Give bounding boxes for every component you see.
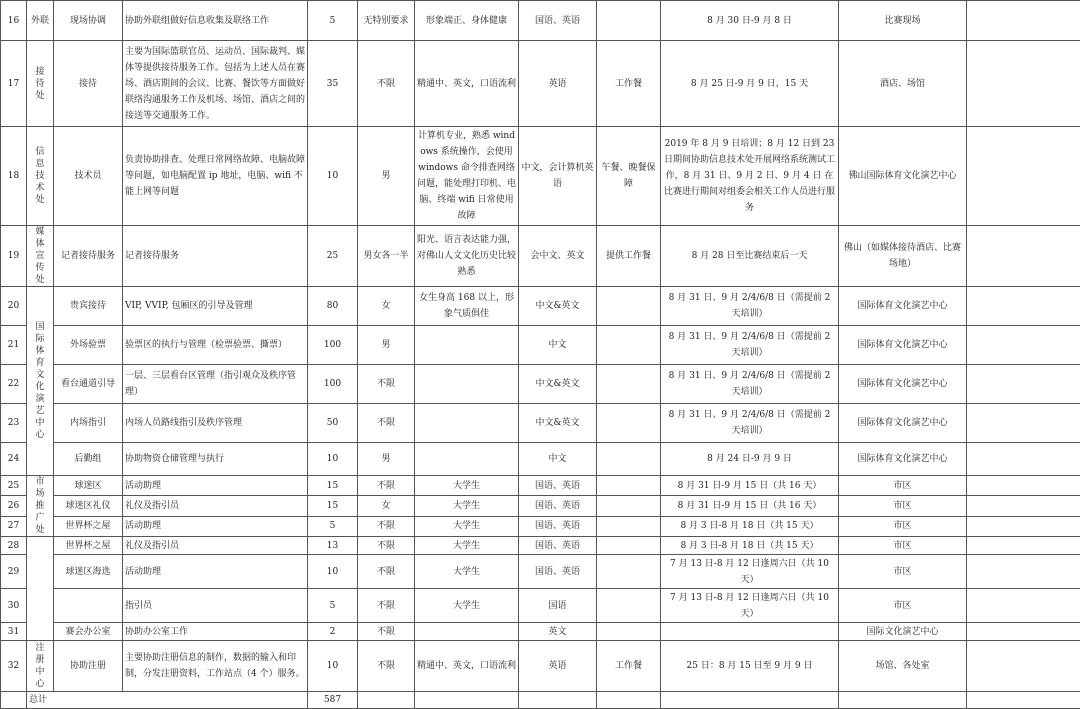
table-row bbox=[1, 226, 1080, 287]
service-period: 8 月 31 日-9 月 15 日（共 16 天） bbox=[661, 476, 839, 496]
extra-column bbox=[967, 589, 1080, 623]
table-row bbox=[1, 1, 1080, 41]
service-location: 佛山（如媒体接待酒店、比赛场地） bbox=[839, 226, 967, 287]
qualification-requirement: 大学生 bbox=[415, 555, 519, 589]
duty-description: 一层、三层看台区管理（指引观众及秩序管理） bbox=[123, 365, 308, 404]
gender-requirement: 不限 bbox=[358, 476, 415, 496]
language-requirement: 国语、英语 bbox=[519, 1, 597, 41]
department-label: 注册中心 bbox=[35, 642, 46, 690]
service-location: 市区 bbox=[839, 496, 967, 516]
qualification-requirement: 大学生 bbox=[415, 516, 519, 536]
row-number: 17 bbox=[1, 41, 27, 127]
department-cell bbox=[27, 41, 54, 127]
post-name: 世界杯之屋 bbox=[54, 516, 123, 536]
total-label: 总计 bbox=[27, 692, 308, 709]
meal-provision bbox=[597, 555, 661, 589]
table-row bbox=[1, 404, 1080, 443]
qualification-requirement: 精通中、英文，口语流利 bbox=[415, 641, 519, 692]
meal-provision bbox=[597, 516, 661, 536]
post-name: 世界杯之屋 bbox=[54, 537, 123, 555]
language-requirement: 国语、英语 bbox=[519, 555, 597, 589]
service-location: 市区 bbox=[839, 476, 967, 496]
duty-description: 记者接待服务 bbox=[123, 226, 308, 287]
service-period: 8 月 31 日、9 月 2/4/6/8 日（需提前 2 天培训） bbox=[661, 365, 839, 404]
gender-requirement: 不限 bbox=[358, 641, 415, 692]
language-requirement: 中文 bbox=[519, 443, 597, 476]
department-cell bbox=[27, 127, 54, 226]
service-location: 国际体育文化演艺中心 bbox=[839, 326, 967, 365]
qualification-requirement: 女生身高 168 以上，形象气质俱佳 bbox=[415, 287, 519, 326]
qualification-requirement: 计算机专业，熟悉 windows 系统操作，会使用 windows 命令排查网络问题，能处理打印机、电脑、终端 wifi 日常使用故障 bbox=[415, 127, 519, 226]
service-location: 场馆、各处室 bbox=[839, 641, 967, 692]
duty-description: 协助办公室工作 bbox=[123, 623, 308, 641]
post-name: 球迷区 bbox=[54, 476, 123, 496]
meal-provision: 提供工作餐 bbox=[597, 226, 661, 287]
total-empty-cell bbox=[967, 692, 1080, 709]
language-requirement: 国语、英语 bbox=[519, 496, 597, 516]
meal-provision bbox=[597, 326, 661, 365]
service-period: 2019 年 8 月 9 日培训；8 月 12 日到 23 日期间协助信息技术处开展网络系统测试工作，8 月 31 日、9 月 2 日、9 月 4 日 在比赛进行期间对组委会相关工作人员进行服务 bbox=[661, 127, 839, 226]
qualification-requirement: 大学生 bbox=[415, 476, 519, 496]
service-period: 8 月 30 日-9 月 8 日 bbox=[661, 1, 839, 41]
extra-column bbox=[967, 443, 1080, 476]
meal-provision bbox=[597, 365, 661, 404]
row-number: 25 bbox=[1, 476, 27, 496]
language-requirement: 中文&英文 bbox=[519, 365, 597, 404]
service-location: 佛山国际体育文化演艺中心 bbox=[839, 127, 967, 226]
duty-description: 活动助理 bbox=[123, 555, 308, 589]
post-name: 内场指引 bbox=[54, 404, 123, 443]
table-row bbox=[1, 443, 1080, 476]
department-label: 外联 bbox=[31, 16, 49, 26]
table-row bbox=[1, 555, 1080, 589]
duty-description: 主要为国际篮联官员、运动员、国际裁判、媒体等提供接待服务工作。包括为上述人员在赛场、酒店期间的会议、比赛、餐饮等方面做好联络沟通服务工作及机场、场馆、酒店之间的接送等交通服务工作。 bbox=[123, 41, 308, 127]
table-row bbox=[1, 537, 1080, 555]
duty-description: 活动助理 bbox=[123, 476, 308, 496]
gender-requirement: 不限 bbox=[358, 623, 415, 641]
language-requirement: 中文&英文 bbox=[519, 404, 597, 443]
service-period: 8 月 25 日-9 月 9 日，15 天 bbox=[661, 41, 839, 127]
department-label: 国际体育文化演艺中心 bbox=[35, 321, 46, 441]
row-number: 32 bbox=[1, 641, 27, 692]
extra-column bbox=[967, 326, 1080, 365]
language-requirement: 会中文、英文 bbox=[519, 226, 597, 287]
headcount: 10 bbox=[308, 443, 358, 476]
headcount: 80 bbox=[308, 287, 358, 326]
duty-description: 礼仪及指引员 bbox=[123, 537, 308, 555]
language-requirement: 国语 bbox=[519, 589, 597, 623]
meal-provision bbox=[597, 404, 661, 443]
post-name: 外场验票 bbox=[54, 326, 123, 365]
service-period: 8 月 28 日至比赛结束后一天 bbox=[661, 226, 839, 287]
headcount: 10 bbox=[308, 641, 358, 692]
duty-description: 指引员 bbox=[123, 589, 308, 623]
service-location: 国际体育文化演艺中心 bbox=[839, 404, 967, 443]
extra-column bbox=[967, 127, 1080, 226]
qualification-requirement: 大学生 bbox=[415, 589, 519, 623]
headcount: 25 bbox=[308, 226, 358, 287]
service-location: 国际体育文化演艺中心 bbox=[839, 443, 967, 476]
department-label: 信息技术处 bbox=[35, 146, 46, 206]
service-period: 8 月 31 日、9 月 2/4/6/8 日（需提前 2 天培训） bbox=[661, 326, 839, 365]
department-cell bbox=[27, 287, 54, 476]
extra-column bbox=[967, 404, 1080, 443]
service-location: 国际体育文化演艺中心 bbox=[839, 287, 967, 326]
row-number: 31 bbox=[1, 623, 27, 641]
table-row bbox=[1, 516, 1080, 536]
extra-column bbox=[967, 41, 1080, 127]
extra-column bbox=[967, 287, 1080, 326]
headcount: 15 bbox=[308, 476, 358, 496]
duty-description: VIP, VVIP, 包厢区的引导及管理 bbox=[123, 287, 308, 326]
qualification-requirement: 阳光、语言表达能力强，对佛山人文文化历史比较熟悉 bbox=[415, 226, 519, 287]
post-name: 后勤组 bbox=[54, 443, 123, 476]
headcount: 5 bbox=[308, 516, 358, 536]
qualification-requirement: 精通中、英文，口语流利 bbox=[415, 41, 519, 127]
total-count: 587 bbox=[308, 692, 358, 709]
total-empty-cell bbox=[597, 692, 661, 709]
post-name: 记者接待服务 bbox=[54, 226, 123, 287]
extra-column bbox=[967, 496, 1080, 516]
meal-provision: 工作餐 bbox=[597, 41, 661, 127]
service-location: 市区 bbox=[839, 537, 967, 555]
extra-column bbox=[967, 623, 1080, 641]
service-location: 市区 bbox=[839, 555, 967, 589]
language-requirement: 英语 bbox=[519, 641, 597, 692]
service-period: 8 月 24 日-9 月 9 日 bbox=[661, 443, 839, 476]
qualification-requirement: 大学生 bbox=[415, 537, 519, 555]
language-requirement: 国语、英语 bbox=[519, 476, 597, 496]
service-period: 8 月 31 日、9 月 2/4/6/8 日（需提前 2 天培训） bbox=[661, 287, 839, 326]
extra-column bbox=[967, 1, 1080, 41]
department-cell bbox=[27, 1, 54, 41]
extra-column bbox=[967, 226, 1080, 287]
total-empty-cell bbox=[358, 692, 415, 709]
row-number: 22 bbox=[1, 365, 27, 404]
extra-column bbox=[967, 555, 1080, 589]
gender-requirement: 不限 bbox=[358, 516, 415, 536]
row-number: 18 bbox=[1, 127, 27, 226]
row-number: 27 bbox=[1, 516, 27, 536]
qualification-requirement: 大学生 bbox=[415, 496, 519, 516]
duty-description: 主要协助注册信息的制作，数据的输入和印制，分发注册资料，工作站点（4 个）服务。 bbox=[123, 641, 308, 692]
service-location: 国际文化演艺中心 bbox=[839, 623, 967, 641]
extra-column bbox=[967, 476, 1080, 496]
extra-column bbox=[967, 516, 1080, 536]
table-row bbox=[1, 41, 1080, 127]
gender-requirement: 女 bbox=[358, 287, 415, 326]
language-requirement: 英文 bbox=[519, 623, 597, 641]
duty-description: 协助物资仓储管理与执行 bbox=[123, 443, 308, 476]
department-cell bbox=[27, 226, 54, 287]
qualification-requirement bbox=[415, 404, 519, 443]
qualification-requirement: 形象端正、身体健康 bbox=[415, 1, 519, 41]
service-period: 8 月 31 日-9 月 15 日（共 16 天） bbox=[661, 496, 839, 516]
row-number: 28 bbox=[1, 537, 27, 555]
qualification-requirement bbox=[415, 623, 519, 641]
row-number: 29 bbox=[1, 555, 27, 589]
department-label: 市场推广处 bbox=[35, 476, 46, 536]
total-empty-cell bbox=[415, 692, 519, 709]
extra-column bbox=[967, 641, 1080, 692]
service-location: 国际体育文化演艺中心 bbox=[839, 365, 967, 404]
duty-description: 内场人员路线指引及秩序管理 bbox=[123, 404, 308, 443]
duty-description: 礼仪及指引员 bbox=[123, 496, 308, 516]
department-cell bbox=[27, 537, 54, 641]
duty-description: 负责协助排查、处理日常网络故障、电脑故障等问题，如电脑配置 ip 地址，电脑、wifi 不能上网等问题 bbox=[123, 127, 308, 226]
headcount: 35 bbox=[308, 41, 358, 127]
meal-provision bbox=[597, 496, 661, 516]
service-period: 25 日：8 月 15 日至 9 月 9 日 bbox=[661, 641, 839, 692]
headcount: 5 bbox=[308, 1, 358, 41]
service-location: 市区 bbox=[839, 516, 967, 536]
headcount: 2 bbox=[308, 623, 358, 641]
meal-provision: 工作餐 bbox=[597, 641, 661, 692]
row-number: 20 bbox=[1, 287, 27, 326]
table-row bbox=[1, 641, 1080, 692]
gender-requirement: 不限 bbox=[358, 589, 415, 623]
headcount: 15 bbox=[308, 496, 358, 516]
table-row bbox=[1, 326, 1080, 365]
meal-provision bbox=[597, 1, 661, 41]
table-row bbox=[1, 496, 1080, 516]
headcount: 100 bbox=[308, 326, 358, 365]
post-name: 赛会办公室 bbox=[54, 623, 123, 641]
total-row bbox=[1, 692, 1080, 709]
duty-description: 协助外联组做好信息收集及联络工作 bbox=[123, 1, 308, 41]
headcount: 5 bbox=[308, 589, 358, 623]
table-row bbox=[1, 287, 1080, 326]
headcount: 10 bbox=[308, 555, 358, 589]
row-number: 24 bbox=[1, 443, 27, 476]
row-number: 30 bbox=[1, 589, 27, 623]
meal-provision bbox=[597, 623, 661, 641]
extra-column bbox=[967, 365, 1080, 404]
service-location: 比赛现场 bbox=[839, 1, 967, 41]
post-name: 看台通道引导 bbox=[54, 365, 123, 404]
service-period: 8 月 3 日-8 月 18 日（共 15 天） bbox=[661, 537, 839, 555]
qualification-requirement bbox=[415, 326, 519, 365]
gender-requirement: 男 bbox=[358, 443, 415, 476]
qualification-requirement bbox=[415, 365, 519, 404]
service-period: 8 月 31 日、9 月 2/4/6/8 日（需提前 2 天培训） bbox=[661, 404, 839, 443]
table-row bbox=[1, 127, 1080, 226]
department-label: 媒体宣传处 bbox=[35, 226, 46, 286]
service-period: 8 月 3 日-8 月 18 日（共 15 天） bbox=[661, 516, 839, 536]
gender-requirement: 不限 bbox=[358, 404, 415, 443]
service-period: 7 月 13 日-8 月 12 日逢周六日（共 10 天） bbox=[661, 589, 839, 623]
headcount: 50 bbox=[308, 404, 358, 443]
table-row bbox=[1, 589, 1080, 623]
post-name bbox=[54, 589, 123, 623]
service-period bbox=[661, 623, 839, 641]
language-requirement: 英语 bbox=[519, 41, 597, 127]
language-requirement: 中文 bbox=[519, 326, 597, 365]
gender-requirement: 女 bbox=[358, 496, 415, 516]
post-name: 技术员 bbox=[54, 127, 123, 226]
department-label: 接待处 bbox=[35, 66, 46, 102]
post-name: 协助注册 bbox=[54, 641, 123, 692]
meal-provision bbox=[597, 287, 661, 326]
department-cell bbox=[27, 641, 54, 692]
meal-provision bbox=[597, 589, 661, 623]
language-requirement: 中文&英文 bbox=[519, 287, 597, 326]
service-location: 市区 bbox=[839, 589, 967, 623]
total-empty-cell bbox=[839, 692, 967, 709]
post-name: 贵宾接待 bbox=[54, 287, 123, 326]
headcount: 13 bbox=[308, 537, 358, 555]
service-period: 7 月 13 日-8 月 12 日逢周六日（共 10 天） bbox=[661, 555, 839, 589]
post-name: 球迷区礼仪 bbox=[54, 496, 123, 516]
gender-requirement: 男 bbox=[358, 127, 415, 226]
language-requirement: 国语、英语 bbox=[519, 516, 597, 536]
table-row bbox=[1, 476, 1080, 496]
total-empty-cell bbox=[519, 692, 597, 709]
service-location: 酒店、场馆 bbox=[839, 41, 967, 127]
duty-description: 验票区的执行与管理（检票验票、撕票） bbox=[123, 326, 308, 365]
extra-column bbox=[967, 537, 1080, 555]
gender-requirement: 不限 bbox=[358, 365, 415, 404]
meal-provision bbox=[597, 476, 661, 496]
row-number: 21 bbox=[1, 326, 27, 365]
meal-provision bbox=[597, 537, 661, 555]
gender-requirement: 不限 bbox=[358, 555, 415, 589]
language-requirement: 中文，会计算机英语 bbox=[519, 127, 597, 226]
department-cell bbox=[27, 476, 54, 537]
post-name: 球迷区海选 bbox=[54, 555, 123, 589]
headcount: 10 bbox=[308, 127, 358, 226]
gender-requirement: 不限 bbox=[358, 537, 415, 555]
duty-description: 活动助理 bbox=[123, 516, 308, 536]
total-empty-cell bbox=[661, 692, 839, 709]
table-row bbox=[1, 623, 1080, 641]
row-number: 23 bbox=[1, 404, 27, 443]
post-name: 现场协调 bbox=[54, 1, 123, 41]
row-number: 16 bbox=[1, 1, 27, 41]
headcount: 100 bbox=[308, 365, 358, 404]
post-name: 接待 bbox=[54, 41, 123, 127]
gender-requirement: 男 bbox=[358, 326, 415, 365]
gender-requirement: 男女各一半 bbox=[358, 226, 415, 287]
qualification-requirement bbox=[415, 443, 519, 476]
table-row bbox=[1, 365, 1080, 404]
language-requirement: 国语、英语 bbox=[519, 537, 597, 555]
meal-provision bbox=[597, 443, 661, 476]
row-number: 19 bbox=[1, 226, 27, 287]
gender-requirement: 无特别要求 bbox=[358, 1, 415, 41]
meal-provision: 午餐、晚餐保障 bbox=[597, 127, 661, 226]
total-blank bbox=[1, 692, 27, 709]
gender-requirement: 不限 bbox=[358, 41, 415, 127]
row-number: 26 bbox=[1, 496, 27, 516]
